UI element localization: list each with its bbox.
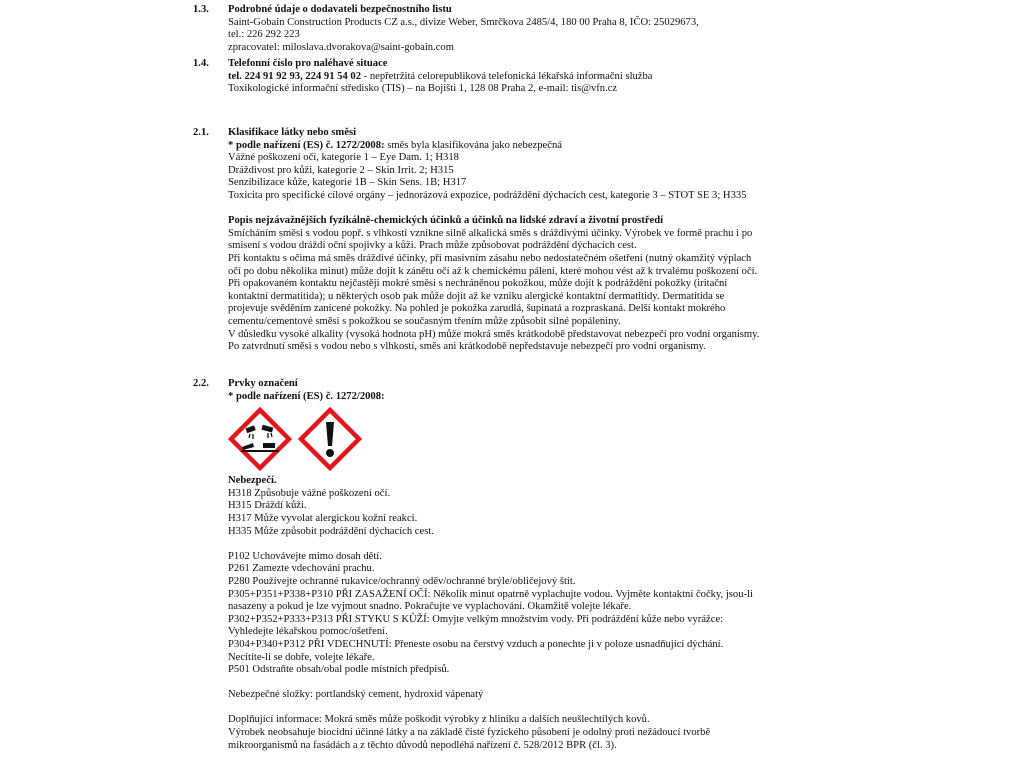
precaution-statement: P102 Uchovávejte mimo dosah dětí. [228, 550, 382, 562]
classification-regulation [228, 140, 808, 153]
section-number: 1.3. [193, 4, 209, 15]
class-line: Toxicita pro specifické cílové orgány – jednorázová expozice, podráždění dýchacích cest, kategorie 3 – STOT SE 3; H335 [228, 189, 747, 201]
section-number: 1.4. [193, 58, 209, 69]
tis-line: Toxikologické informační středisko (TIS) – na Bojišti 1, 128 08 Praha 2, e-mail: tis@vfn.cz [228, 83, 618, 95]
class-line: Dráždivost pro kůži, kategorie 2 – Skin Irrit. 2; H315 [228, 164, 454, 176]
classification-result: směs byla klasifikována jako nebezpečná [384, 139, 562, 151]
supplier-email: zpracovatel: miloslava.dvorakova@saint-gobain.com [228, 41, 454, 53]
supplier-line: Saint-Gobain Construction Products CZ a.s., divize Weber, Smrčkova 2485/4, 180 00 Praha 8, IČO: 25029673, [228, 16, 699, 28]
additional-info: Doplňující informace: Mokrá směs může poškodit výrobky z hliníku a dalších neušlechtilých kovů. [228, 714, 650, 726]
precaution-statement: nasazeny a pokud je lze vyjmout snadno. Pokračujte ve vyplachování. Okamžitě volejte lékaře. [228, 601, 632, 613]
section-number: 2.1. [193, 127, 209, 138]
exclamation-mark-icon [298, 407, 362, 471]
emergency-phone: tel. 224 91 92 93, 224 91 54 02 [228, 70, 362, 82]
effects-line: projevuje svěděním zanícené pokožky. Na pohled je pokožka zarudlá, šupinatá a rozpraskaná. Delší kontakt mokrého [228, 303, 726, 315]
effects-line: V důsledku vysoké alkality (vysoká hodnota pH) může mokrá směs krátkodobě představovat nebezpečí pro vodní organismy. [228, 328, 760, 340]
hazard-statement: H335 Může způsobit podráždění dýchacích cest. [228, 525, 434, 537]
effects-line: Smícháním směsi s vodou popř. s vlhkostí vznikne silně alkalická směs s dráždivými účinky. Výrobek ve formě prachu i po [228, 227, 753, 239]
signal-word: Nebezpečí. [228, 475, 277, 487]
supplier-phone: tel.: 226 292 223 [228, 29, 300, 41]
regulation-ref: * podle nařízení (ES) č. 1272/2008: [228, 139, 385, 151]
effects-title: Popis nejzávažnějších fyzikálně-chemických účinků a účinků na lidské zdraví a životní prostředí [228, 215, 664, 227]
section-title: Telefonní číslo pro naléhavé situace [228, 58, 388, 69]
effects-line: Při kontaktu s očima má směs dráždivé účinky, při masivním zásahu nebo nedostatečném ošetření (nutný okamžitý výplach [228, 252, 752, 264]
class-line: Vážné poškození očí, kategorie 1 – Eye Dam. 1; H318 [228, 152, 459, 164]
precaution-statement: P501 Odstraňte obsah/obal podle místních předpisů. [228, 664, 450, 676]
hazard-statement: H315 Dráždí kůži. [228, 500, 307, 512]
ghs-pictograms [228, 407, 808, 471]
precaution-statement: P305+P351+P338+P310 PŘI ZASAŽENÍ OČÍ: Několik minut opatrně vyplachujte vodou. Vyjměte kontaktní čočky, jsou-li [228, 588, 753, 600]
corrosion-icon [228, 407, 292, 471]
precaution-statement: P302+P352+P333+P313 PŘI STYKU S KŮŽÍ: Omyjte velkým množstvím vody. Při podráždění kůže nebo vyrážce: [228, 613, 724, 625]
emergency-phone-line [228, 71, 808, 84]
emergency-phone-desc: - nepřetržitá celorepubliková telefonická lékařská informační služba [361, 70, 653, 82]
precaution-statement: Necítíte-li se dobře, volejte lékaře. [228, 651, 375, 663]
hazardous-components: Nebezpečné složky: portlandský cement, hydroxid vápenatý [228, 689, 484, 701]
effects-line: Při opakovaném kontaktu nejčastěji mokré směsi s nechráněnou pokožkou, může dojít k podráždění pokožky (iritační [228, 278, 728, 290]
hazard-statement: H318 Způsobuje vážné poškození očí. [228, 487, 391, 499]
effects-line: cementu/cementové směsi s pokožkou se současným třením může způsobit silné popáleniny. [228, 315, 621, 327]
section-title: Podrobné údaje o dodavateli bezpečnostního listu [228, 4, 452, 15]
effects-line: Po zatvrdnutí směsi s vodou nebo s vlhkostí, směs ani krátkodobě nepředstavuje nebezpečí pro vodní organismy. [228, 341, 706, 353]
precaution-statement: Vyhledejte lékařskou pomoc/ošetření. [228, 626, 388, 638]
precaution-statement: P280 Používejte ochranné rukavice/ochranný oděv/ochranné brýle/obličejový štít. [228, 575, 576, 587]
effects-line: kontaktní dermatitida); u některých osob pak může dojít až ke vzniku alergické kontaktní dermatitidy. Dermatitida se [228, 290, 725, 302]
regulation-ref: * podle nařízení (ES) č. 1272/2008: [228, 390, 385, 402]
hazard-statement: H317 Může vyvolat alergickou kožní reakci. [228, 512, 418, 524]
effects-line: smísení s vodou dráždí oční spojivky a kůži. Prach může způsobovat podráždění dýchacích cest. [228, 240, 637, 252]
additional-info: Výrobek neobsahuje biocidní účinné látky a na základě čisté fyzického působení je odolný proti nežádoucí tvorbě [228, 727, 711, 739]
precaution-statement: P261 Zamezte vdechování prachu. [228, 563, 375, 575]
class-line: Senzibilizace kůže, kategorie 1B – Skin Sens. 1B; H317 [228, 177, 467, 189]
effects-line: očí po dobu několika minut) může dojít k zánětu očí až k chemickému pálení, které mohou vést až k trvalému poškození očí. [228, 265, 758, 277]
section-number: 2.2. [193, 378, 209, 389]
additional-info: mikroorganismů na fasádách a z těchto důvodů nepodléhá nařízení č. 528/2012 BPR (čl. 3). [228, 739, 617, 751]
section-title: Prvky označení [228, 378, 298, 389]
section-title: Klasifikace látky nebo směsi [228, 127, 357, 138]
precaution-statement: P304+P340+P312 PŘI VDECHNUTÍ: Přeneste osobu na čerstvý vzduch a ponechte ji v poloze usnadňující dýchání. [228, 638, 724, 650]
